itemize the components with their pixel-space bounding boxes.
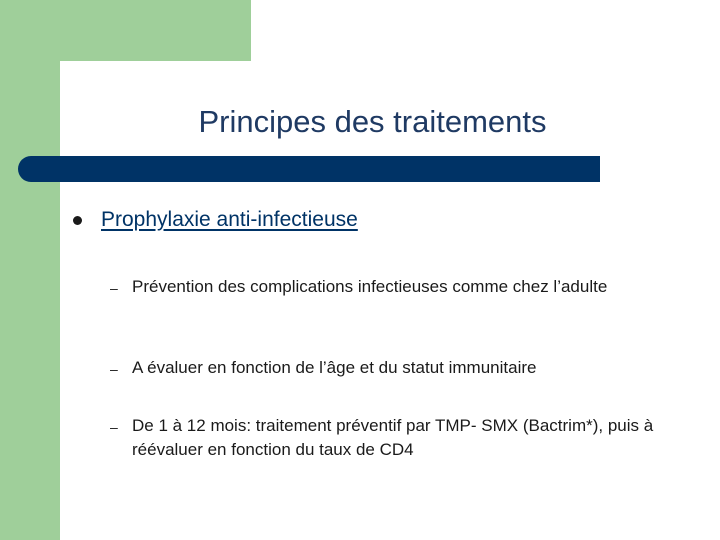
sub-bullet-text: De 1 à 12 mois: traitement préventif par TMP- SMX (Bactrim*), puis à réévaluer en fonction du taux de CD4 — [132, 416, 654, 459]
title-underline-bar — [18, 156, 600, 182]
sub-bullet-dash-icon: – — [110, 280, 118, 296]
sub-bullet-dash-icon: – — [110, 361, 118, 377]
bullet-dot-icon — [73, 216, 82, 225]
green-left-decoration — [0, 0, 60, 540]
sub-bullet-dash-icon: – — [110, 419, 118, 435]
sub-bullet-text: A évaluer en fonction de l’âge et du statut immunitaire — [132, 358, 537, 377]
sub-bullet-text: Prévention des complications infectieuses comme chez l’adulte — [132, 277, 608, 296]
slide-title: Principes des traitements — [198, 104, 547, 139]
bullet-heading: Prophylaxie anti-infectieuse — [101, 208, 358, 231]
green-top-decoration — [0, 0, 251, 61]
